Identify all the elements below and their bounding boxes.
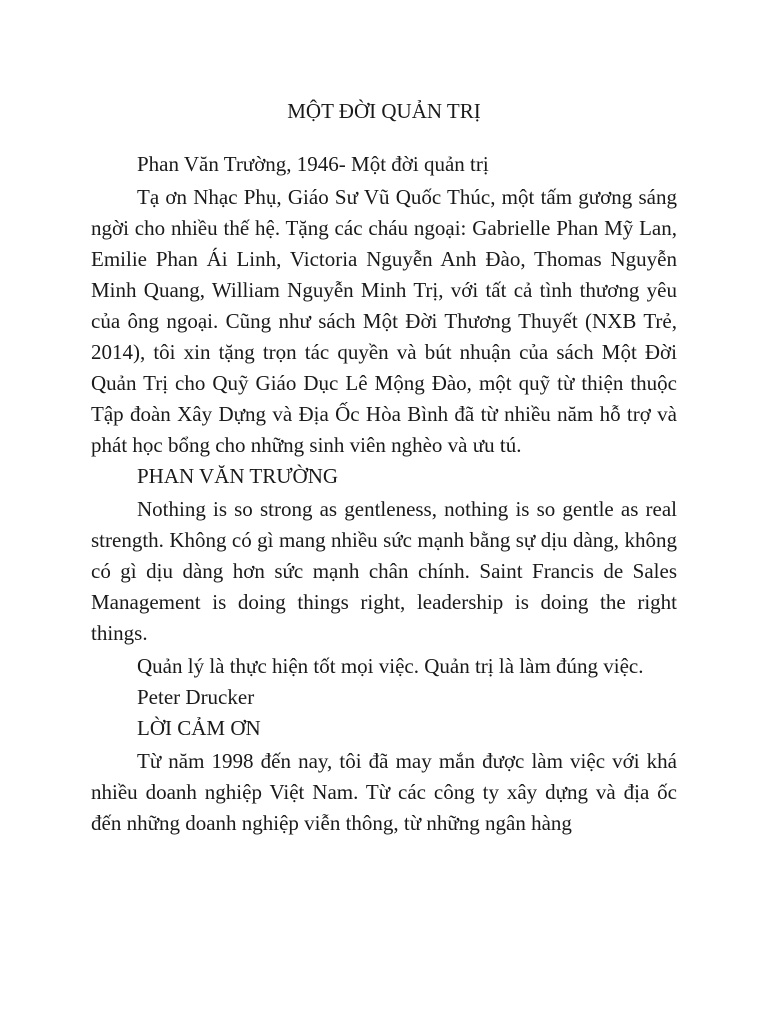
quote-author: Peter Drucker — [137, 685, 255, 709]
section-heading: LỜI CẢM ƠN — [137, 716, 261, 740]
document-page — [91, 96, 677, 839]
acknowledgement-paragraph: Từ năm 1998 đến nay, tôi đã may mắn được làm việc với khá nhiều doanh nghiệp Việt Nam. Từ các công ty xây dựng và địa ốc đến những doanh nghiệp viễn thông, từ những ngân hàng — [91, 749, 677, 835]
dedication-paragraph: Tạ ơn Nhạc Phụ, Giáo Sư Vũ Quốc Thúc, một tấm gương sáng ngời cho nhiều thế hệ. Tặng các cháu ngoại: Gabrielle Phan Mỹ Lan, Emilie Phan Ái Linh, Victoria Nguyễn Anh Đào, Thomas Nguyễn Minh Quang, William Nguyễn Minh Trị, với tất cả tình thương yêu của ông ngoại. Cũng như sách Một Đời Thương Thuyết (NXB Trẻ, 2014), tôi xin tặng trọn tác quyền và bút nhuận của sách Một Đời Quản Trị cho Quỹ Giáo Dục Lê Mộng Đào, một quỹ từ thiện thuộc Tập đoàn Xây Dựng và Địa Ốc Hòa Bình đã từ nhiều năm hỗ trợ và phát học bổng cho những sinh viên nghèo và ưu tú. — [91, 185, 677, 457]
quote-translation-paragraph: Quản lý là thực hiện tốt mọi việc. Quản trị là làm đúng việc. — [137, 654, 644, 678]
document-title: MỘT ĐỜI QUẢN TRỊ — [287, 99, 481, 123]
quote-paragraph: Nothing is so strong as gentleness, nothing is so gentle as real strength. Không có gì mang nhiều sức mạnh bằng sự dịu dàng, không có gì dịu dàng hơn sức mạnh chân chính. Saint Francis de Sales Management is doing things right, leadership is doing the right things. — [91, 497, 677, 645]
author-signature: PHAN VĂN TRƯỜNG — [137, 464, 339, 488]
citation-line: Phan Văn Trường, 1946- Một đời quản trị — [137, 152, 489, 176]
